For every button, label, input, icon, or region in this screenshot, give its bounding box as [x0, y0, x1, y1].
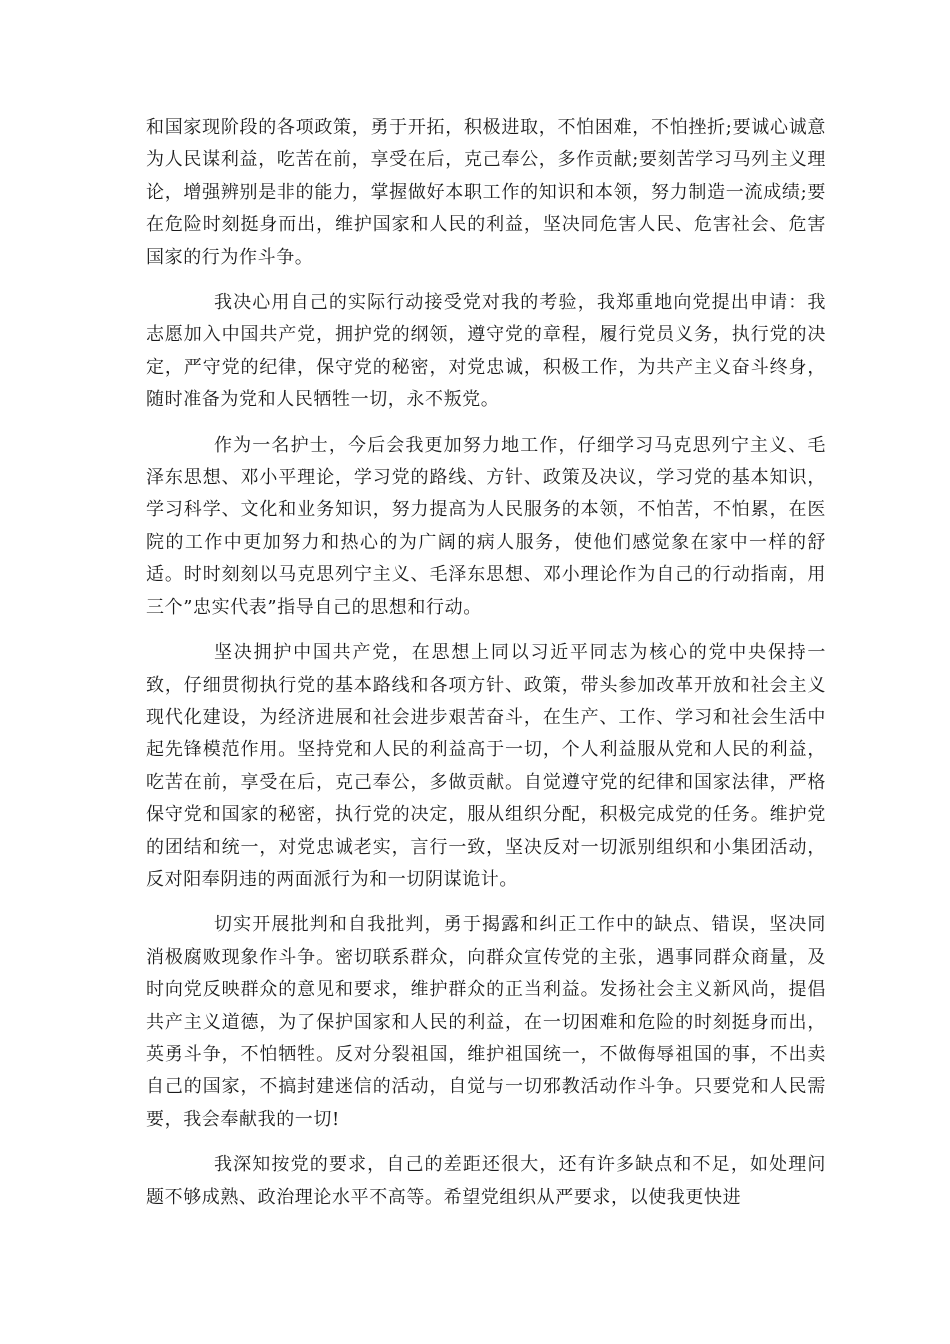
paragraph-3: 作为一名护士，今后会我更加努力地工作，仔细学习马克思列宁主义、毛泽东思想、邓小平理论，学习党的路线、方针、政策及决议，学习党的基本知识，学习科学、文化和业务知识，努力提高为人民服务的本领，不怕苦，不怕累，在医院的工作中更加努力和热心的为广阔的病人服务，使他们感觉象在家中一样的舒适。时时刻刻以马克思列宁主义、毛泽东思想、邓小理论作为自己的行动指南，用三个”忠实代表”指导自己的思想和行动。 [146, 434, 826, 618]
paragraph-1: 和国家现阶段的各项政策，勇于开拓，积极进取，不怕困难，不怕挫折;要诚心诚意为人民谋利益，吃苦在前，享受在后，克己奉公，多作贡献;要刻苦学习马列主义理论，增强辨别是非的能力，掌握做好本职工作的知识和本领，努力制造一流成绩;要在危险时刻挺身而出，维护国家和人民的利益，坚决同危害人民、危害社会、危害国家的行为作斗争。 [146, 117, 826, 268]
paragraph-4: 坚决拥护中国共产党，在思想上同以习近平同志为核心的党中央保持一致，仔细贯彻执行党的基本路线和各项方针、政策，带头参加改革开放和社会主义现代化建设，为经济进展和社会进步艰苦奋斗，在生产、工作、学习和社会生活中起先锋模范作用。坚持党和人民的利益高于一切，个人利益服从党和人民的利益，吃苦在前，享受在后，克己奉公，多做贡献。自觉遵守党的纪律和国家法律，严格保守党和国家的秘密，执行党的决定，服从组织分配，积极完成党的任务。维护党的团结和统一，对党忠诚老实，言行一致，坚决反对一切派别组织和小集团活动，反对阳奉阴违的两面派行为和一切阴谋诡计。 [146, 642, 826, 890]
paragraph-5: 切实开展批判和自我批判，勇于揭露和纠正工作中的缺点、错误，坚决同消极腐败现象作斗争。密切联系群众，向群众宣传党的主张，遇事同群众商量，及时向党反映群众的意见和要求，维护群众的正当利益。发扬社会主义新风尚，提倡共产主义道德，为了保护国家和人民的利益，在一切困难和危险的时刻挺身而出，英勇斗争，不怕牺牲。反对分裂祖国，维护祖国统一，不做侮辱祖国的事，不出卖自己的国家，不搞封建迷信的活动，自觉与一切邪教活动作斗争。只要党和人民需要，我会奉献我的一切! [146, 914, 826, 1130]
document-body [146, 112, 826, 1214]
paragraph-6: 我深知按党的要求，自己的差距还很大，还有许多缺点和不足，如处理问题不够成熟、政治理论水平不高等。希望党组织从严要求，以使我更快进 [146, 1154, 826, 1208]
paragraph-2: 我决心用自己的实际行动接受党对我的考验，我郑重地向党提出申请：我志愿加入中国共产党，拥护党的纲领，遵守党的章程，履行党员义务，执行党的决定，严守党的纪律，保守党的秘密，对党忠诚，积极工作，为共产主义奋斗终身，随时准备为党和人民牺牲一切，永不叛党。 [146, 292, 826, 411]
